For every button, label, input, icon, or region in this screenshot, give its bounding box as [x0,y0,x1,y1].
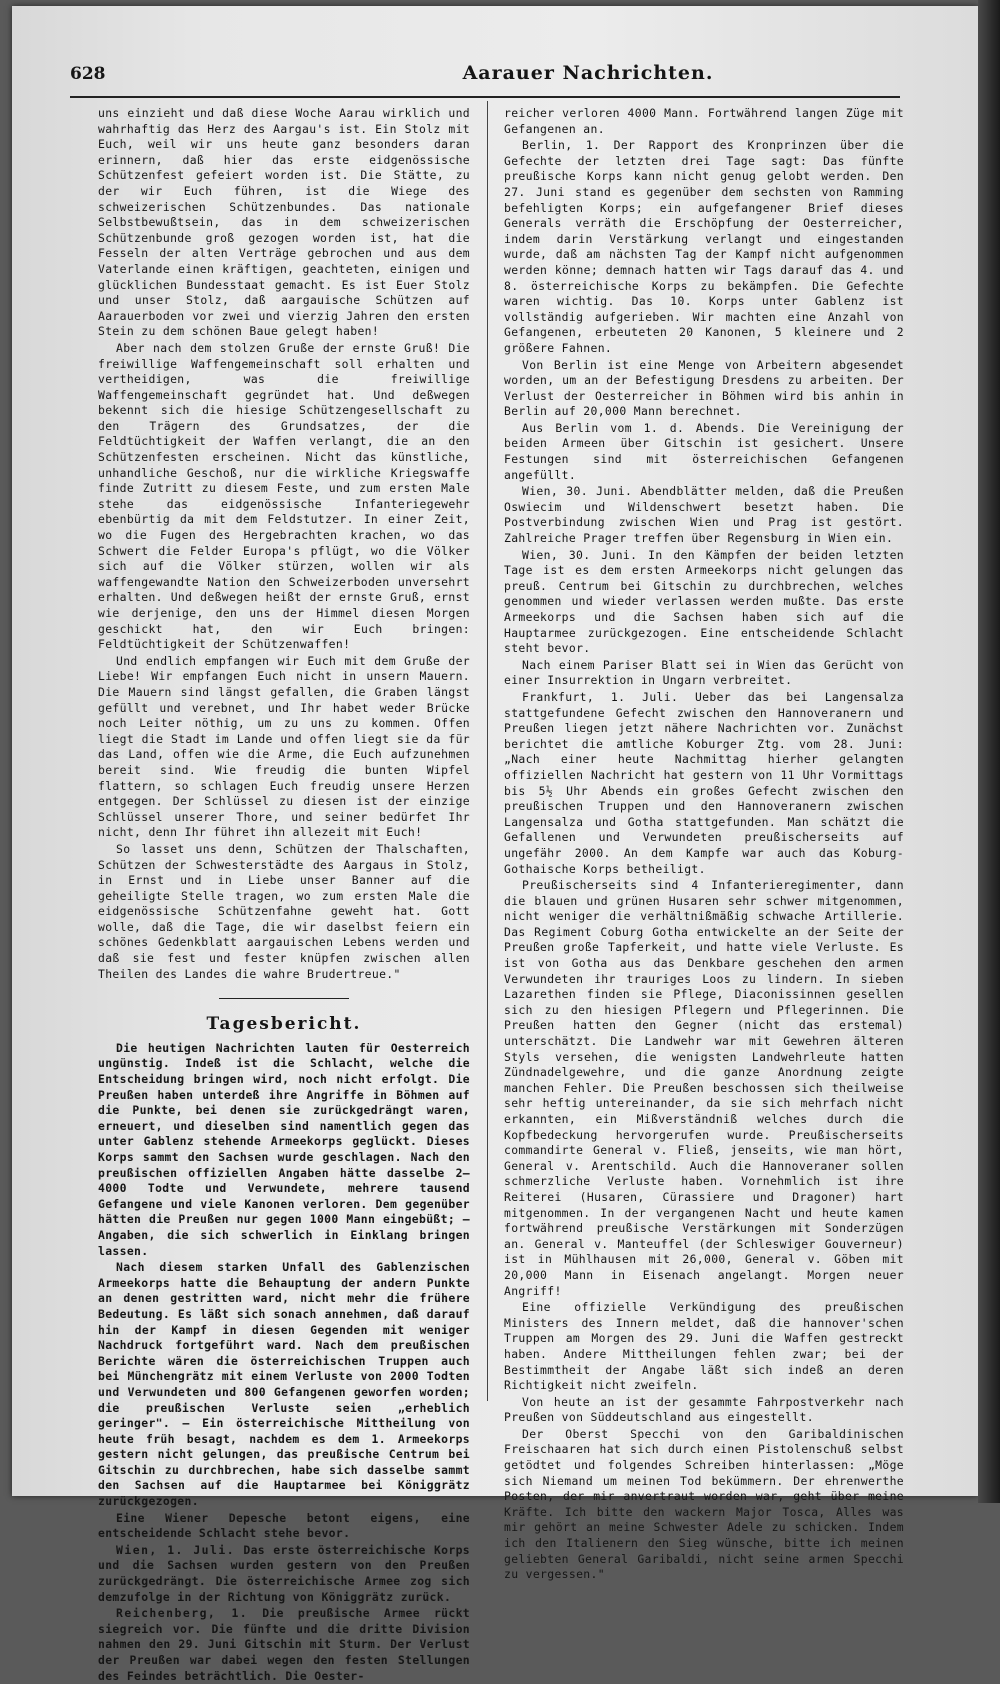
dispatch-text: Die preußische Armee rückt siegreich vor. Die fünfte und die dritte Division nahmen den 29. Juni Gitschin mit Sturm. Der Verlust der Preußen war dabei wegen den festen Stellungen des Feindes beträchtlich. Die Oester- [98,1606,470,1683]
right-paragraph: Preußischerseits sind 4 Infanterieregimenter, dann die blauen und grünen Husaren sehr schwer mitgenommen, nicht weniger die verhältnißmäßig schwache Artillerie. Das Regiment Coburg Gotha entwickelte an der Seite der Preußen große Tapferkeit, und hatte viele Verluste. Es ist von Gotha aus das Denkbare geschehen den armen Verwundeten ihr trauriges Loos zu lindern. In sieben Lazarethen finden sie Pflege, Diaconissinnen gesellen sich zu den hiesigen Pflegern und Pflegerinnen. Die Preußen hatten den Gegner (nicht das erstemal) unterschätzt. Die Landwehr war mit Gewehren älteren Styls versehen, die wenigsten Landwehrleute hatten Zündnadelgewehre, und die ganze Anordnung zeigte manchen Fehler. Die Preußen beschossen sich theilweise sehr heftig untereinander, da sie sich mehrfach nicht erkannten, ein Mißverständniß welches durch die Kopfbedeckung hervorgerufen wurde. Preußischerseits commandirte General v. Fließ, jenseits, wie man hört, General v. Arentschild. Auch die Hannoveraner sollen schmerzliche Verluste haben. Vornehmlich ist ihre Reiterei (Husaren, Cürassiere und Dragoner) hart mitgenommen. In der vergangenen Nacht und heute kamen fortwährend preußische Verstärkungen mit Sonderzügen an. General v. Manteuffel (der Schleswiger Gouverneur) ist in Mühlhausen mit 26,000, General v. Göben mit 20,000 Mann in Eisenach angelangt. Morgen neuer Angriff! [504,878,904,1298]
left-paragraph: uns einzieht und daß diese Woche Aarau wirklich und wahrhaftig das Herz des Aargau's ist. Ein Stolz mit Euch, weil wir uns heute ganz besonders daran erinnern, daß hier das erste eidgenössische Schützenfest gefeiert worden ist. Die Stätte, zu der wir Euch führen, ist die Wiege des schweizerischen Schützenbundes. Das nationale Selbstbewußtsein, das in dem schweizerischen Schützenbunde groß gezogen worden ist, hat die Fesseln der alten Verträge gebrochen und aus dem Vaterlande einen kräftigen, geachteten, einigen und glücklichen Bundesstaat gemacht. Es ist Euer Stolz und unser Stolz, daß aargauische Schützen auf Aarauerboden vor zwei und vierzig Jahren den ersten Stein zu dem schönen Baue gelegt haben! [98,106,470,339]
left-paragraph: So lasset uns denn, Schützen der Thalschaften, Schützen der Schwesterstädte des Aargaus in Stolz, in Ernst und in Liebe unser Banner auf die geheiligte Stelle tragen, wo zum ersten Male die eidgenössische Schützenfahne geweht hat. Gott wolle, daß die Tage, die wir daselbst feiern ein schönes Gedenkblatt aargauischen Lebens werden und daß sie fest und fester knüpfen zwischen allen Theilen des Landes die wahre Brudertreue." [98,841,470,981]
column-divider [487,101,488,1401]
right-paragraph: Der Oberst Specchi von den Garibaldinischen Freischaaren hat sich durch einen Pistolenschuß selbst getödtet und folgendes Schreiben hinterlassen: „Möge sich Niemand um meinen Tod bekümmern. Der ehrenwerthe Posten, der mir anvertraut worden war, geht über meine Kräfte. Ich bitte den wackern Major Tosca, Alles was mir gehört an meine Schwester Adele zu schicken. Indem ich den Italienern den Sieg wünsche, bitte ich meinen geliebten General Garibaldi, nicht seine armen Specchi zu vergessen." [504,1426,904,1582]
right-paragraph: Berlin, 1. Der Rapport des Kronprinzen über die Gefechte der letzten drei Tage sagt: Das fünfte preußische Korps kann nicht genug gelobt werden. Den 27. Juni stand es gegenüber dem sechsten von Ramming befehligten Korps; ein aufgefangener Brief dieses Generals verräth die Erschöpfung der Oesterreicher, indem darin Verstärkung verlangt und eingestanden wurde, daß am nächsten Tag der Kampf nicht aufgenommen werden könne; demnach hatten wir Tags darauf das 4. und 8. österreichische Korps zu bekämpfen. Die Gefechte waren wichtig. Das 10. Korps unter Gablenz ist vollständig aufgerieben. Wir machten eine Anzahl von Gefangenen, erbeuteten 20 Kanonen, 5 kleinere und 2 größere Fahnen. [504,138,904,355]
right-paragraph: Frankfurt, 1. Juli. Ueber das bei Langensalza stattgefundene Gefecht zwischen den Hannoveranern und Preußen liegen jetzt nähere Nachrichten vor. Zunächst berichtet die amtliche Koburger Ztg. vom 28. Juni: „Nach einer heute Nachmittag hierher gelangten offiziellen Nachricht hat gestern von 11 Uhr Vormittags bis 5½ Uhr Abends ein großes Gefecht zwischen den preußischen Truppen und den Hannoveranern zwischen Langensalza und Gotha stattgefunden. Man schätzt die Gefallenen und Verwundeten preußischerseits auf ungefähr 2000. An dem Kampfe war auch das Koburg-Gothaische Korps betheiligt. [504,689,904,876]
right-paragraph: Wien, 30. Juni. Abendblätter melden, daß die Preußen Oswiecim und Wildenschwert besetzt haben. Die Postverbindung zwischen Wien und Prag ist gestört. Zahlreiche Prager treffen über Regensburg in Wien ein. [504,484,904,546]
right-column [504,106,904,1582]
dispatch-text: Das erste österreichische Korps und die Sachsen wurden gestern von den Preußen zurückgedrängt. Die österreichische Armee zog sich demzufolge in der Richtung von Königgrätz zurück. [98,1542,470,1604]
left-paragraph: Und endlich empfangen wir Euch mit dem Gruße der Liebe! Wir empfangen Euch nicht in unsern Mauern. Die Mauern sind längst gefallen, die Graben längst gefüllt und verebnet, und Ihr habet weder Brücke noch Leiter nöthig, um zu uns zu kommen. Offen liegt die Stadt im Lande und offen liegt sie da für das Land, offen wie die Arme, die Euch aufzunehmen bereit sind. Wie freudig die bunten Wipfel flattern, so schlagen Euch freudig unsere Herzen entgegen. Der Schlüssel zu diesen ist der einzige Schlüssel unserer Thore, und seiner bedürfet Ihr nicht, denn Ihr führet ihn allezeit mit Euch! [98,653,470,840]
report-paragraph: Nach diesem starken Unfall des Gablenzischen Armeekorps hatte die Behauptung der andern Punkte an denen gestritten ward, nicht mehr die frühere Bedeutung. Es läßt sich sonach annehmen, daß darauf hin der Kampf in diesen Gegenden mit weniger Nachdruck fortgeführt ward. Nach dem preußischen Berichte wären die österreichischen Truppen auch bei Münchengrätz mit einem Verluste von 2000 Todten und Verwundeten und 800 Gefangenen geworfen worden; die preußischen Verluste seien „erheblich geringer". — Ein österreichische Mittheilung von heute früh besagt, nachdem es dem 1. Armeekorps gestern nicht gelungen, das preußische Centrum bei Gitschin zu durchbrechen, habe sich dasselbe sammt den Sachsen auf die Hauptarmee bei Königgrätz zurückgezogen. [98,1260,470,1509]
page-header [70,64,896,98]
dispatch-reichenberg [98,1606,470,1684]
right-paragraph: Aus Berlin vom 1. d. Abends. Die Vereinigung der beiden Armeen über Gitschin ist gesichert. Unsere Festungen sind mit österreichischen Gefangenen angefüllt. [504,420,904,482]
right-paragraph: Von Berlin ist eine Menge von Arbeitern abgesendet worden, um an der Befestigung Dresdens zu arbeiten. Der Verlust der Oesterreicher in Böhmen wird bis anhin in Berlin auf 20,000 Mann berechnet. [504,357,904,419]
right-paragraph: Nach einem Pariser Blatt sei in Wien das Gerücht von einer Insurrektion in Ungarn verbreitet. [504,657,904,688]
right-paragraph: Von heute an ist der gesammte Fahrpostverkehr nach Preußen von Süddeutschland aus eingestellt. [504,1394,904,1425]
right-paragraph: Eine offizielle Verkündigung des preußischen Ministers des Innern meldet, daß die hannover'schen Truppen am Morgen des 29. Juni die Waffen gestreckt haben. Andere Mittheilungen fehlen zwar; bei der Bestimmtheit der Angabe läßt sich indeß an deren Richtigkeit nicht zweifeln. [504,1300,904,1393]
right-paragraph: Wien, 30. Juni. In den Kämpfen der beiden letzten Tage ist es dem ersten Armeekorps nicht gelungen das preuß. Centrum bei Gitschin zu durchbrechen, welches genommen und wieder verlassen werden mußte. Das erste Armeekorps und die Sachsen haben sich auf die Hauptarmee zurückgezogen. Eine entscheidende Schlacht steht bevor. [504,547,904,656]
left-paragraph: Aber nach dem stolzen Gruße der ernste Gruß! Die freiwillige Waffengemeinschaft soll erhalten und vertheidigen, was die freiwillige Waffengemeinschaft gegründet hat. Und deßwegen bekennt sich die hiesige Schützengesellschaft zu den Trägern des Grundsatzes, der die Feldtüchtigkeit der Waffen verlangt, die an den Schützenfesten erscheinen. Nicht das künstliche, unhandliche Geschoß, nur die wirkliche Kriegswaffe finde Zutritt zu diesem Feste, und zum ersten Male stehe das eidgenössische Infanteriegewehr ebenbürtig da mit dem Feldstutzer. In einer Zeit, wo die Fugen des Hergebrachten krachen, wo das Schwert die Felder Europa's pflügt, wo die Völker sich auf die Völker stürzen, wollen wir als waffengewandte Nation den Schweizerboden unversehrt erhalten. Und deßwegen heißt der ernste Gruß, ernst wie derjenige, den uns der Himmel diesen Morgen geschickt hat, den wir Euch bringen: Feldtüchtigkeit der Schützenwaffen! [98,340,470,652]
page-number: 628 [70,64,106,84]
dateline: Wien, 1. Juli. [116,1542,236,1557]
newspaper-title: Aarauer Nachrichten. [462,62,714,84]
header-rule [70,96,900,98]
scan-edge [978,0,1000,1503]
section-divider [219,998,349,999]
report-paragraph: Eine Wiener Depesche betont eigens, eine entscheidende Schlacht stehe bevor. [98,1510,470,1541]
newspaper-page [12,6,978,1683]
left-column [98,106,470,1683]
section-heading: Tagesbericht. [206,1014,362,1035]
dispatch-wien [98,1543,470,1605]
tagesbericht-body [98,1041,470,1684]
report-paragraph: Die heutigen Nachrichten lauten für Oesterreich ungünstig. Indeß ist die Schlacht, welche die Entscheidung bringen wird, noch nicht erfolgt. Die Preußen haben unterdeß ihre Angriffe in Böhmen auf die Punkte, bei denen sie zurückgedrängt waren, erneuert, und dieselben sind namentlich gegen das unter Gablenz stehende Armeekorps geglückt. Dieses Korps sammt den Sachsen wurde geschlagen. Nach den preußischen offiziellen Angaben hätte dasselbe 2—4000 Todte und Verwundete, mehrere tausend Gefangene und viele Kanonen verloren. Dem gegenüber hätten die Preußen nur gegen 1000 Mann eingebüßt; — Angaben, die sich schwerlich in Einklang bringen lassen. [98,1040,470,1258]
dateline: Reichenberg, 1. [116,1606,249,1621]
right-paragraph: reicher verloren 4000 Mann. Fortwährend langen Züge mit Gefangenen an. [504,106,904,136]
